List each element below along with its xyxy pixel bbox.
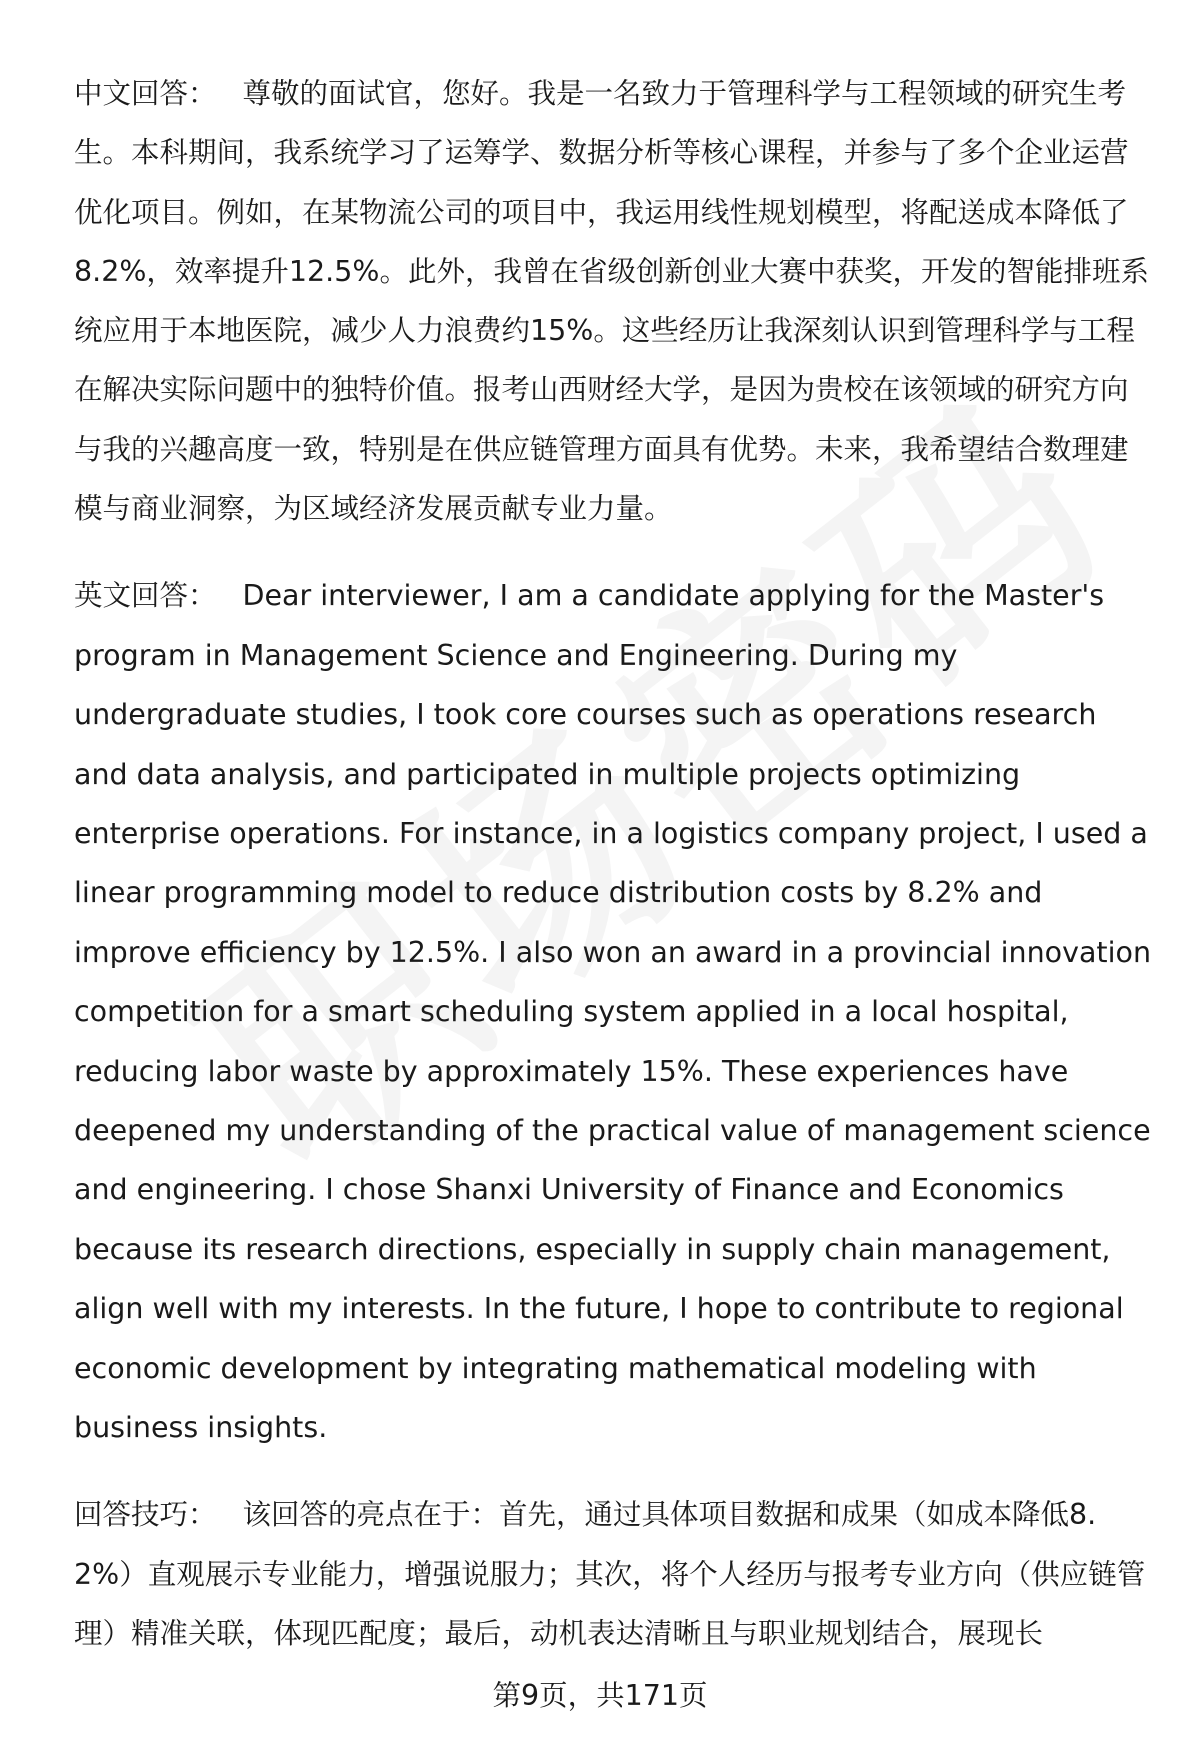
document-content [74, 64, 1154, 1691]
answer-tips-text: 该回答的亮点在于：首先，通过具体项目数据和成果（如成本降低8.2%）直观展示专业能力，增强说服力；其次，将个人经历与报考专业方向（供应链管理）精准关联，体现匹配度；最后，动机表达清晰且与职业规划结合，展现长 [74, 1498, 1146, 1651]
english-answer-text: Dear interviewer, I am a candidate applying for the Master's program in Management Science and Engineering. During my undergraduate studies, I took core courses such as operations research and data analysis, and participated in multiple projects optimizing enterprise operations. For instance, in a logistics company project, I used a linear programming model to reduce distribution costs by 8.2% and improve efficiency by 12.5%. I also won an award in a provincial innovation competition for a smart scheduling system applied in a local hospital, reducing labor waste by approximately 15%. These experiences have deepened my understanding of the practical value of management science and engineering. I chose Shanxi University of Finance and Economics because its research directions, especially in supply chain management, align well with my interests. In the future, I hope to contribute to regional economic development by integrating mathematical modeling with business insights. [74, 579, 1152, 1445]
english-answer-paragraph [74, 566, 1154, 1457]
chinese-answer-text: 尊敬的面试官，您好。我是一名致力于管理科学与工程领域的研究生考生。本科期间，我系统学习了运筹学、数据分析等核心课程，并参与了多个企业运营优化项目。例如，在某物流公司的项目中，我运用线性规划模型，将配送成本降低了8.2%，效率提升12.5%。此外，我曾在省级创新创业大赛中获奖，开发的智能排班系统应用于本地医院，减少人力浪费约15%。这些经历让我深刻认识到管理科学与工程在解决实际问题中的独特价值。报考山西财经大学，是因为贵校在该领域的研究方向与我的兴趣高度一致，特别是在供应链管理方面具有优势。未来，我希望结合数理建模与商业洞察，为区域经济发展贡献专业力量。 [74, 77, 1149, 526]
answer-tips-paragraph [74, 1485, 1154, 1663]
english-answer-label: 英文回答： [74, 579, 217, 613]
page-number: 第9页，共171页 [492, 1679, 708, 1712]
answer-tips-label: 回答技巧： [74, 1498, 217, 1532]
chinese-answer-paragraph [74, 64, 1154, 538]
chinese-answer-label: 中文回答： [74, 77, 217, 110]
